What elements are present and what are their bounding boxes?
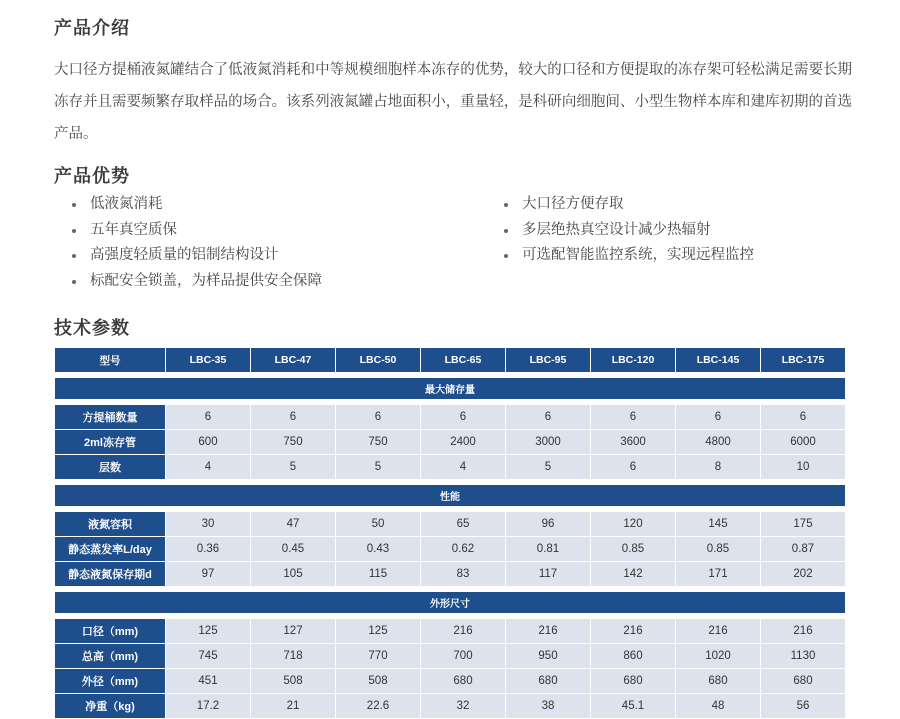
table-row <box>55 405 846 430</box>
table-cell: 1020 <box>676 644 761 669</box>
row-label: 液氮容积 <box>55 512 166 537</box>
advantage-item <box>502 192 754 218</box>
table-cell: 0.81 <box>506 537 591 562</box>
table-cell: 142 <box>591 562 676 587</box>
table-cell: 97 <box>166 562 251 587</box>
row-label: 层数 <box>55 455 166 480</box>
table-cell: 0.43 <box>336 537 421 562</box>
table-cell: 22.6 <box>336 694 421 719</box>
bullet-icon <box>504 229 508 233</box>
table-cell: 6000 <box>761 430 846 455</box>
row-label: 口径（mm) <box>55 619 166 644</box>
advantage-item <box>70 192 322 218</box>
table-cell: 171 <box>676 562 761 587</box>
row-label: 总高（mm) <box>55 644 166 669</box>
advantage-text: 五年真空质保 <box>90 221 177 238</box>
table-cell: 770 <box>336 644 421 669</box>
row-label: 外径（mm) <box>55 669 166 694</box>
table-cell: 680 <box>761 669 846 694</box>
section-title: 最大储存量 <box>55 378 846 400</box>
table-cell: 125 <box>166 619 251 644</box>
table-cell: 600 <box>166 430 251 455</box>
table-cell: 115 <box>336 562 421 587</box>
table-cell: 56 <box>761 694 846 719</box>
table-row <box>55 512 846 537</box>
table-cell: 117 <box>506 562 591 587</box>
table-cell: 5 <box>251 455 336 480</box>
table-cell: 2400 <box>421 430 506 455</box>
section-title-row <box>55 592 846 614</box>
table-cell: 5 <box>336 455 421 480</box>
row-label: 方提桶数量 <box>55 405 166 430</box>
intro-paragraph: 大口径方提桶液氮罐结合了低液氮消耗和中等规模细胞样本冻存的优势，较大的口径和方便提取的冻存架可轻松满足需要长期冻存并且需要频繁存取样品的场合。该系列液氮罐占地面积小，重量轻，是科研向细胞间、小型生物样本库和建库初期的首选产品。 <box>54 62 852 142</box>
table-cell: 6 <box>336 405 421 430</box>
table-cell: 950 <box>506 644 591 669</box>
row-label: 静态蒸发率L/day <box>55 537 166 562</box>
advantages-list-right <box>502 192 754 269</box>
table-row <box>55 455 846 480</box>
row-label: 静态液氮保存期d <box>55 562 166 587</box>
intro-heading: 产品介绍 <box>54 18 130 39</box>
specs-table <box>54 347 846 719</box>
table-cell: 508 <box>336 669 421 694</box>
section-title: 外形尺寸 <box>55 592 846 614</box>
table-cell: 202 <box>761 562 846 587</box>
table-cell: 50 <box>336 512 421 537</box>
bullet-icon <box>72 280 76 284</box>
table-cell: 48 <box>676 694 761 719</box>
bullet-icon <box>72 254 76 258</box>
table-cell: 10 <box>761 455 846 480</box>
table-cell: 718 <box>251 644 336 669</box>
table-cell: 38 <box>506 694 591 719</box>
table-cell: 1130 <box>761 644 846 669</box>
table-cell: 6 <box>251 405 336 430</box>
table-cell: 32 <box>421 694 506 719</box>
table-cell: 745 <box>166 644 251 669</box>
table-cell: 216 <box>421 619 506 644</box>
table-cell: 216 <box>761 619 846 644</box>
bullet-icon <box>72 203 76 207</box>
table-row <box>55 694 846 719</box>
table-cell: 6 <box>506 405 591 430</box>
table-cell: 4 <box>421 455 506 480</box>
model-header-cell: LBC-175 <box>761 348 846 373</box>
table-cell: 83 <box>421 562 506 587</box>
table-cell: 700 <box>421 644 506 669</box>
table-cell: 6 <box>421 405 506 430</box>
table-cell: 750 <box>336 430 421 455</box>
table-row <box>55 669 846 694</box>
table-cell: 216 <box>676 619 761 644</box>
section-title: 性能 <box>55 485 846 507</box>
table-cell: 680 <box>421 669 506 694</box>
advantage-text: 低液氮消耗 <box>90 196 163 212</box>
table-cell: 45.1 <box>591 694 676 719</box>
bullet-icon <box>504 254 508 258</box>
model-header-cell: LBC-120 <box>591 348 676 373</box>
table-cell: 451 <box>166 669 251 694</box>
table-cell: 105 <box>251 562 336 587</box>
table-cell: 680 <box>506 669 591 694</box>
advantage-text: 可选配智能监控系统，实现远程监控 <box>522 247 754 263</box>
advantage-item <box>70 218 322 244</box>
table-cell: 0.45 <box>251 537 336 562</box>
advantage-item <box>502 243 754 269</box>
bullet-icon <box>504 203 508 207</box>
specs-header-row <box>55 348 846 373</box>
advantage-item <box>70 243 322 269</box>
table-cell: 0.62 <box>421 537 506 562</box>
table-cell: 145 <box>676 512 761 537</box>
table-row <box>55 619 846 644</box>
table-cell: 3600 <box>591 430 676 455</box>
table-cell: 4 <box>166 455 251 480</box>
table-cell: 3000 <box>506 430 591 455</box>
table-cell: 750 <box>251 430 336 455</box>
table-row <box>55 562 846 587</box>
table-cell: 860 <box>591 644 676 669</box>
model-header-cell: LBC-35 <box>166 348 251 373</box>
table-row <box>55 537 846 562</box>
model-header-cell: LBC-95 <box>506 348 591 373</box>
advantages-list-left <box>70 192 322 294</box>
advantage-text: 高强度轻质量的铝制结构设计 <box>90 247 279 263</box>
table-cell: 6 <box>166 405 251 430</box>
advantage-text: 大口径方便存取 <box>522 196 624 212</box>
table-cell: 680 <box>676 669 761 694</box>
table-cell: 0.87 <box>761 537 846 562</box>
advantage-item <box>502 218 754 244</box>
table-cell: 6 <box>591 455 676 480</box>
bullet-icon <box>72 229 76 233</box>
model-header-cell: LBC-47 <box>251 348 336 373</box>
model-header-cell: LBC-65 <box>421 348 506 373</box>
table-cell: 508 <box>251 669 336 694</box>
table-cell: 216 <box>506 619 591 644</box>
table-cell: 5 <box>506 455 591 480</box>
table-cell: 17.2 <box>166 694 251 719</box>
specs-heading: 技术参数 <box>54 318 130 339</box>
table-cell: 0.85 <box>676 537 761 562</box>
advantage-item <box>70 269 322 295</box>
table-row <box>55 644 846 669</box>
table-cell: 6 <box>591 405 676 430</box>
table-cell: 680 <box>591 669 676 694</box>
table-cell: 6 <box>676 405 761 430</box>
table-cell: 47 <box>251 512 336 537</box>
row-label: 净重（kg) <box>55 694 166 719</box>
table-cell: 127 <box>251 619 336 644</box>
table-cell: 125 <box>336 619 421 644</box>
table-row <box>55 430 846 455</box>
table-cell: 21 <box>251 694 336 719</box>
section-title-row <box>55 485 846 507</box>
table-cell: 175 <box>761 512 846 537</box>
advantage-text: 标配安全锁盖，为样品提供安全保障 <box>90 272 322 289</box>
advantages-heading: 产品优势 <box>54 166 130 187</box>
model-header-cell: LBC-50 <box>336 348 421 373</box>
table-cell: 65 <box>421 512 506 537</box>
model-header-cell: LBC-145 <box>676 348 761 373</box>
table-cell: 30 <box>166 512 251 537</box>
model-header-label: 型号 <box>55 348 166 373</box>
table-cell: 8 <box>676 455 761 480</box>
table-cell: 120 <box>591 512 676 537</box>
table-cell: 0.36 <box>166 537 251 562</box>
table-cell: 216 <box>591 619 676 644</box>
table-cell: 4800 <box>676 430 761 455</box>
advantage-text: 多层绝热真空设计减少热辐射 <box>522 221 711 238</box>
table-cell: 6 <box>761 405 846 430</box>
section-title-row <box>55 378 846 400</box>
row-label: 2ml冻存管 <box>55 430 166 455</box>
table-cell: 96 <box>506 512 591 537</box>
table-cell: 0.85 <box>591 537 676 562</box>
